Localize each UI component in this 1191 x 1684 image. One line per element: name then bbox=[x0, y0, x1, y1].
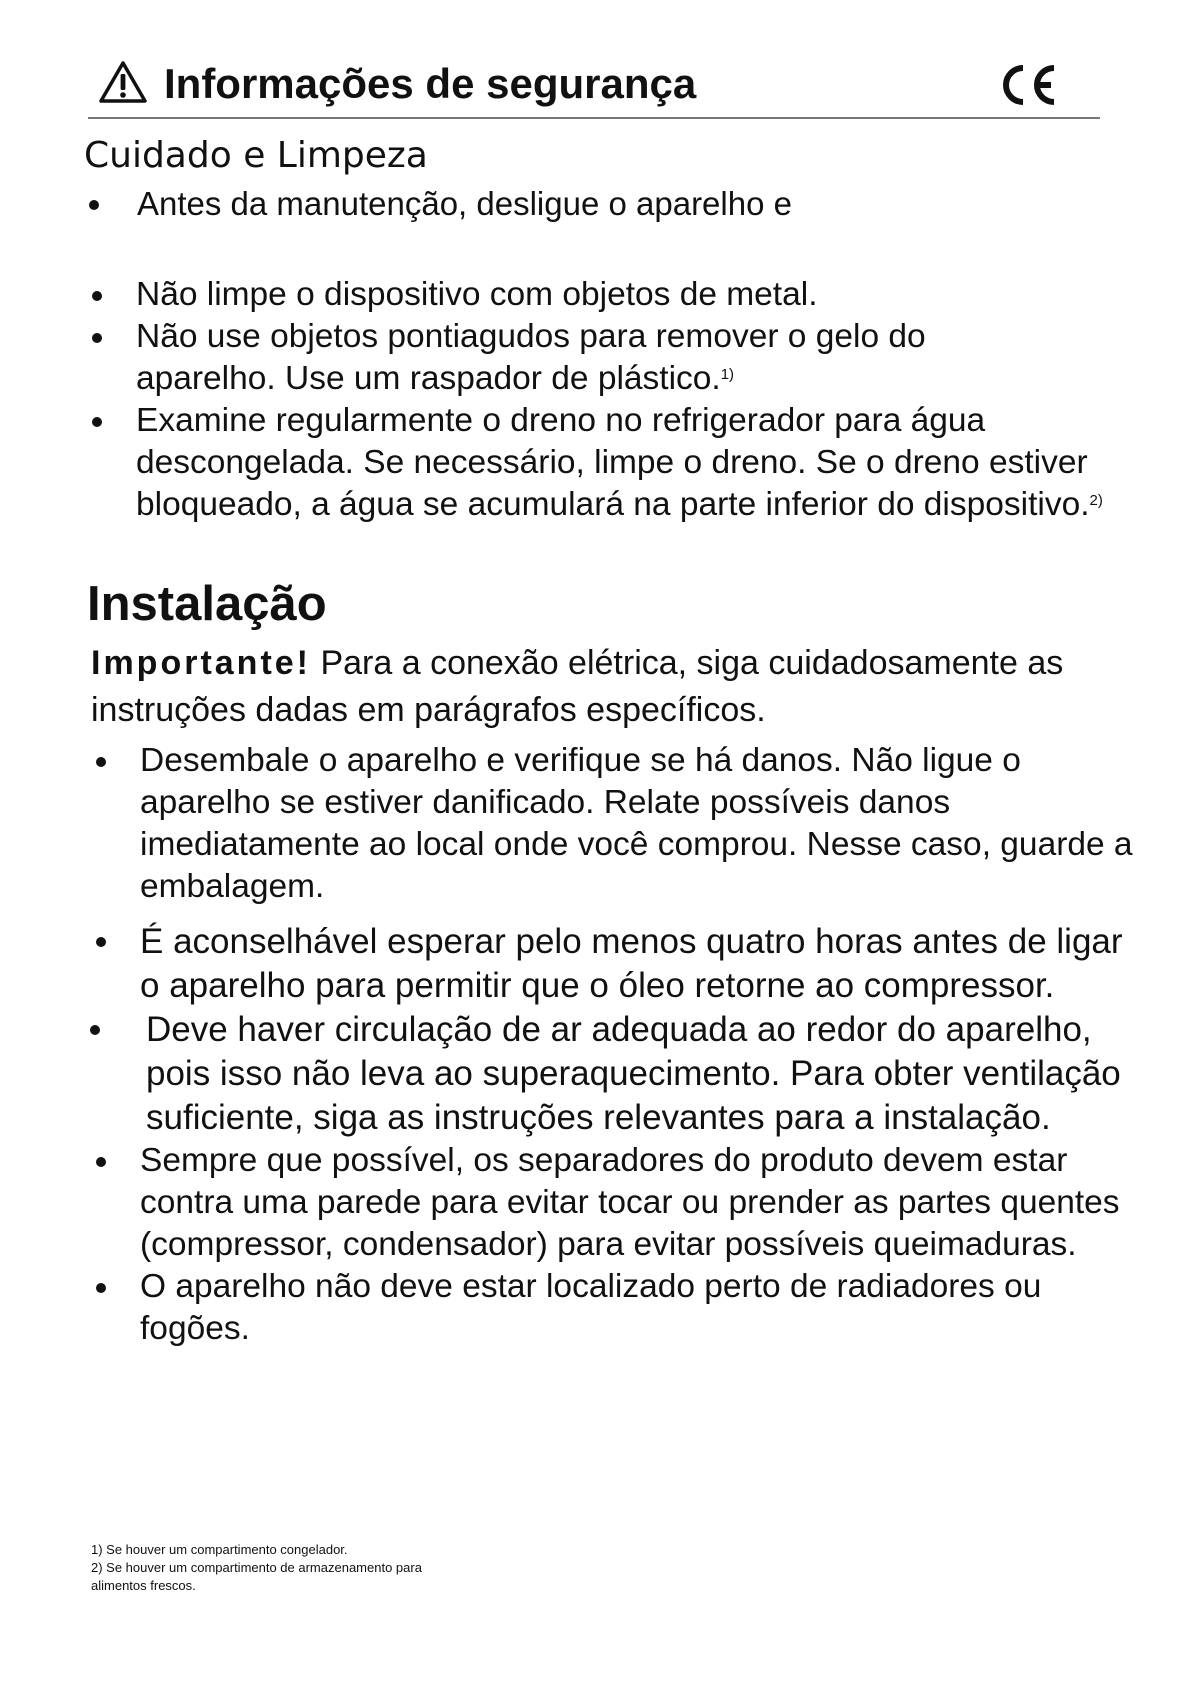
footnote: 1) Se houver um compartimento congelador. bbox=[91, 1542, 348, 1557]
list-item: Deve haver circulação de ar adequada ao redor do aparelho, pois isso não leva ao superaquecimento. Para obter ventilação suficiente, siga as instruções relevantes para a instalação. bbox=[140, 1008, 1126, 1140]
list-item: O aparelho não deve estar localizado perto de radiadores ou fogões. bbox=[140, 1266, 1100, 1350]
bullet bbox=[92, 417, 102, 427]
important-text: Para a conexão elétrica, siga cuidadosamente as instruções dadas em parágrafos específicos. bbox=[91, 644, 1064, 729]
header-divider bbox=[88, 117, 1100, 119]
important-note bbox=[91, 640, 1151, 734]
bullet bbox=[96, 1157, 106, 1167]
installation-list bbox=[140, 740, 1140, 1350]
care-heading: Cuidado e Limpeza bbox=[84, 135, 428, 176]
list-item: Examine regularmente o dreno no refrigerador para água descongelada. Se necessário, limpe o dreno. Se o dreno estiver bloqueado, a água se acumulará na parte inferior do dispositivo.$^{2)}$ bbox=[136, 400, 1146, 526]
footnote-ref: 1) bbox=[720, 366, 735, 383]
bullet bbox=[96, 1283, 106, 1293]
warning-triangle-icon bbox=[98, 60, 148, 104]
bullet bbox=[92, 333, 102, 343]
list-item: É aconselhável esperar pelo menos quatro horas antes de ligar o aparelho para permitir que o óleo retorne ao compressor. bbox=[140, 920, 1140, 1008]
footnote: 2) Se houver um compartimento de armazenamento para bbox=[91, 1560, 422, 1575]
list-item: Sempre que possível, os separadores do produto devem estar contra uma parede para evitar tocar ou prender as partes quentes (compressor, condensador) para evitar possíveis queimaduras. bbox=[140, 1140, 1120, 1266]
list-item: Desembale o aparelho e verifique se há danos. Não ligue o aparelho se estiver danificado. Relate possíveis danos imediatamente ao local onde você comprou. Nesse caso, guarde a embalagem. bbox=[140, 740, 1140, 908]
page-title: Informações de segurança bbox=[164, 60, 697, 107]
bullet bbox=[96, 757, 106, 767]
bullet bbox=[90, 1025, 100, 1035]
care-list-first bbox=[137, 183, 1157, 225]
footnotes bbox=[91, 1541, 422, 1595]
list-item: Não limpe o dispositivo com objetos de metal. bbox=[136, 274, 1156, 316]
list-item: Não use objetos pontiagudos para remover o gelo do aparelho. Use um raspador de plástico.$^{1)}$ bbox=[136, 316, 1066, 400]
list-item: Antes da manutenção, desligue o aparelho e bbox=[137, 183, 1157, 225]
important-label: Importante! bbox=[91, 644, 311, 682]
bullet bbox=[92, 291, 102, 301]
footnote-ref: 2) bbox=[1089, 492, 1103, 509]
bullet bbox=[96, 937, 106, 947]
footnote: alimentos frescos. bbox=[91, 1578, 196, 1593]
bullet bbox=[89, 200, 99, 210]
care-list bbox=[136, 274, 1156, 526]
ce-mark-icon bbox=[996, 62, 1060, 108]
installation-heading: Instalação bbox=[87, 577, 327, 631]
page-header bbox=[88, 52, 1100, 118]
